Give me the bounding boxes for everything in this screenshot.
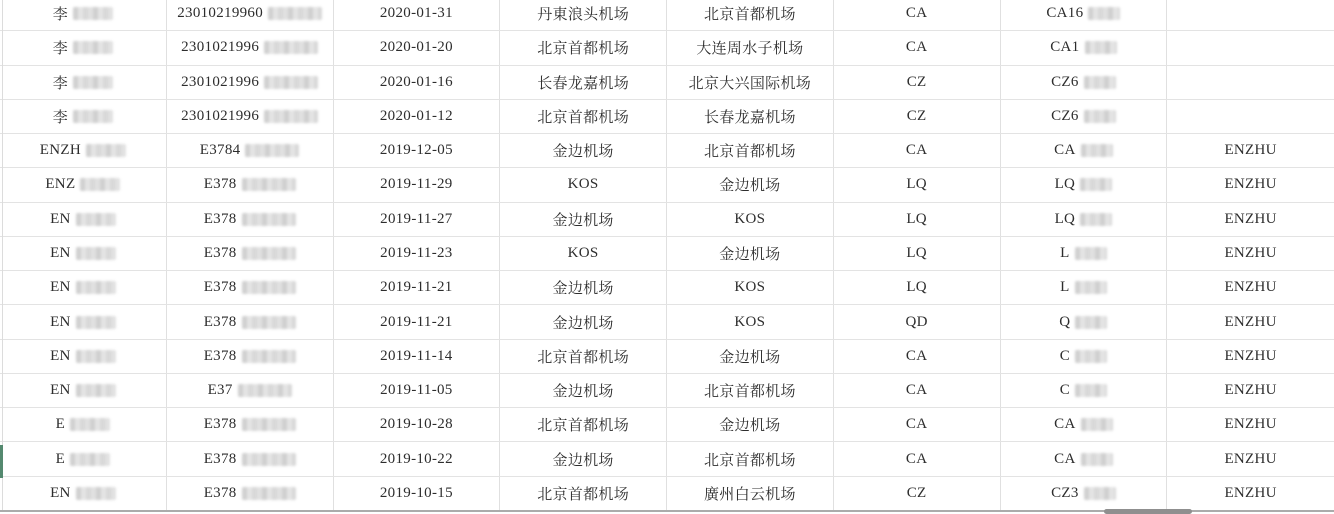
cell-flight-number[interactable] (1001, 31, 1168, 64)
redaction-blur (264, 110, 318, 123)
table-row (0, 477, 1334, 511)
cell-passenger-name[interactable] (0, 237, 167, 270)
cell-airline-code[interactable]: CA (834, 0, 1001, 30)
id-number-text: E378 (203, 416, 237, 433)
redaction-blur (73, 110, 113, 123)
table-row (0, 340, 1334, 374)
cell-arrival-airport[interactable]: 北京首都机场 (667, 0, 834, 30)
cell-arrival-airport[interactable]: KOS (667, 271, 834, 304)
cell-id-number[interactable] (167, 31, 334, 64)
cell-remark[interactable]: ENZHU (1224, 176, 1277, 193)
cell-remark[interactable]: ENZHU (1224, 279, 1277, 296)
redaction-blur (76, 487, 116, 500)
cell-departure-airport[interactable]: 丹東浪头机场 (500, 0, 667, 30)
cell-passenger-name[interactable] (0, 100, 167, 133)
table-row (0, 442, 1334, 476)
passenger-name-text: EN (50, 484, 71, 501)
cell-departure-airport[interactable]: 金边机场 (500, 271, 667, 304)
table-row (0, 66, 1334, 100)
redaction-blur (1080, 178, 1112, 191)
cell-id-number[interactable] (167, 442, 334, 475)
table-row (0, 0, 1334, 31)
passenger-name-text: 李 (52, 109, 69, 126)
redaction-blur (76, 316, 116, 329)
redaction-blur (1084, 487, 1116, 500)
horizontal-scrollbar-thumb[interactable] (1104, 509, 1192, 514)
id-number-text: E378 (203, 450, 237, 467)
redaction-blur (1081, 453, 1113, 466)
cell-departure-airport[interactable]: 长春龙嘉机场 (500, 66, 667, 99)
cell-flight-number[interactable] (1001, 374, 1168, 407)
cell-airline-code[interactable]: LQ (834, 271, 1001, 304)
cell-arrival-airport[interactable]: 金边机场 (667, 237, 834, 270)
cell-id-number[interactable] (167, 237, 334, 270)
id-number-text: 23010219960 (177, 5, 264, 22)
passenger-name-text: EN (50, 279, 71, 296)
flight-number-text: L (1060, 279, 1070, 296)
cell-id-number[interactable] (167, 408, 334, 441)
cell-id-number[interactable] (167, 134, 334, 167)
flight-number-text: CA (1054, 142, 1076, 159)
flight-number-text: LQ (1054, 176, 1076, 193)
cell-flight-date[interactable]: 2019-10-15 (334, 477, 501, 510)
redaction-blur (242, 487, 296, 500)
id-number-text: 2301021996 (181, 107, 260, 124)
table-row (0, 31, 1334, 65)
cell-remark[interactable]: ENZHU (1224, 210, 1277, 227)
cell-arrival-airport[interactable]: 北京首都机场 (667, 134, 834, 167)
redaction-blur (1084, 110, 1116, 123)
cell-flight-number[interactable] (1001, 477, 1168, 510)
flight-number-text: LQ (1054, 210, 1076, 227)
cell-passenger-name[interactable] (0, 168, 167, 201)
cell-remark[interactable]: ENZHU (1224, 313, 1277, 330)
redaction-blur (242, 453, 296, 466)
cell-departure-airport[interactable]: 金边机场 (500, 203, 667, 236)
cell-remark[interactable] (1167, 0, 1334, 30)
cell-departure-airport[interactable]: 金边机场 (500, 374, 667, 407)
flight-number-text: C (1059, 347, 1071, 364)
cell-departure-airport[interactable]: KOS (500, 168, 667, 201)
cell-airline-code[interactable]: CA (834, 374, 1001, 407)
flight-number-text: C (1059, 382, 1071, 399)
redaction-blur (76, 350, 116, 363)
cell-airline-code[interactable]: LQ (834, 203, 1001, 236)
flight-number-text: CZ6 (1051, 107, 1079, 124)
table-row (0, 100, 1334, 134)
cell-flight-date[interactable]: 2019-12-05 (334, 134, 501, 167)
cell-passenger-name[interactable] (0, 0, 167, 30)
passenger-name-text: EN (50, 382, 71, 399)
flight-number-text: Q (1059, 313, 1071, 330)
redaction-blur (1075, 281, 1107, 294)
cell-flight-number[interactable] (1001, 100, 1168, 133)
cell-id-number[interactable] (167, 374, 334, 407)
cell-flight-date[interactable]: 2019-10-28 (334, 408, 501, 441)
table-row (0, 168, 1334, 202)
flight-number-text: L (1060, 244, 1070, 261)
table-row (0, 203, 1334, 237)
redaction-blur (242, 418, 296, 431)
passenger-name-text: 李 (52, 75, 69, 92)
redaction-blur (264, 76, 318, 89)
redaction-blur (76, 281, 116, 294)
flight-number-text: CZ3 (1051, 484, 1079, 501)
cell-remark[interactable]: ENZHU (1224, 450, 1277, 467)
redaction-blur (73, 7, 113, 20)
id-number-text: 2301021996 (181, 39, 260, 56)
redaction-blur (73, 41, 113, 54)
cell-remark[interactable]: ENZHU (1224, 142, 1277, 159)
cell-airline-code[interactable]: CZ (834, 66, 1001, 99)
redaction-blur (238, 384, 292, 397)
id-number-text: E3784 (199, 142, 241, 159)
redaction-blur (1075, 247, 1107, 260)
cell-arrival-airport[interactable]: 金边机场 (667, 168, 834, 201)
cell-id-number[interactable] (167, 271, 334, 304)
redaction-blur (70, 418, 110, 431)
cell-airline-code[interactable]: CZ (834, 100, 1001, 133)
cell-departure-airport[interactable]: 北京首都机场 (500, 340, 667, 373)
redaction-blur (86, 144, 126, 157)
id-number-text: 2301021996 (181, 73, 260, 90)
cell-airline-code[interactable]: LQ (834, 237, 1001, 270)
redaction-blur (76, 384, 116, 397)
cell-departure-airport[interactable]: 北京首都机场 (500, 31, 667, 64)
cell-flight-date[interactable]: 2019-11-23 (334, 237, 501, 270)
cell-departure-airport[interactable]: 金边机场 (500, 134, 667, 167)
cell-airline-code[interactable]: CA (834, 31, 1001, 64)
cell-remark[interactable]: ENZHU (1224, 382, 1277, 399)
cell-passenger-name[interactable] (0, 442, 167, 475)
cell-flight-date[interactable]: 2019-11-05 (334, 374, 501, 407)
redaction-blur (73, 76, 113, 89)
redaction-blur (1081, 144, 1113, 157)
redaction-blur (76, 247, 116, 260)
id-number-text: E378 (203, 347, 237, 364)
cell-flight-date[interactable]: 2019-11-21 (334, 271, 501, 304)
cell-airline-code[interactable]: CZ (834, 477, 1001, 510)
table-row (0, 237, 1334, 271)
id-number-text: E378 (203, 484, 237, 501)
cell-arrival-airport[interactable]: KOS (667, 203, 834, 236)
passenger-name-text: 李 (52, 7, 69, 24)
cell-flight-number[interactable] (1001, 134, 1168, 167)
cell-airline-code[interactable]: LQ (834, 168, 1001, 201)
cell-flight-date[interactable]: 2020-01-16 (334, 66, 501, 99)
cell-remark[interactable]: ENZHU (1224, 484, 1277, 501)
passenger-name-text: EN (50, 347, 71, 364)
cell-arrival-airport[interactable]: 大连周水子机场 (667, 31, 834, 64)
cell-departure-airport[interactable]: 北京首都机场 (500, 408, 667, 441)
cell-passenger-name[interactable] (0, 477, 167, 510)
table-row (0, 305, 1334, 339)
cell-id-number[interactable] (167, 0, 334, 30)
id-number-text: E378 (203, 279, 237, 296)
row-selection-marker (0, 445, 3, 478)
cell-id-number[interactable] (167, 203, 334, 236)
cell-departure-airport[interactable]: KOS (500, 237, 667, 270)
table-row (0, 374, 1334, 408)
redaction-blur (1081, 418, 1113, 431)
redaction-blur (76, 213, 116, 226)
flight-number-text: CA1 (1050, 39, 1080, 56)
cell-arrival-airport[interactable]: KOS (667, 305, 834, 338)
id-number-text: E378 (203, 313, 237, 330)
cell-passenger-name[interactable] (0, 66, 167, 99)
table-row (0, 271, 1334, 305)
cell-arrival-airport[interactable]: 北京首都机场 (667, 442, 834, 475)
cell-remark[interactable] (1167, 100, 1334, 133)
passenger-name-text: EN (50, 244, 71, 261)
flight-number-text: CA (1054, 416, 1076, 433)
cell-flight-number[interactable] (1001, 340, 1168, 373)
redaction-blur (245, 144, 299, 157)
cell-passenger-name[interactable] (0, 340, 167, 373)
cell-flight-date[interactable]: 2019-10-22 (334, 442, 501, 475)
cell-flight-date[interactable]: 2019-11-29 (334, 168, 501, 201)
redaction-blur (264, 41, 318, 54)
redaction-blur (1085, 41, 1117, 54)
redaction-blur (1088, 7, 1120, 20)
cell-passenger-name[interactable] (0, 134, 167, 167)
cell-departure-airport[interactable]: 北京首都机场 (500, 100, 667, 133)
passenger-name-text: EN (50, 313, 71, 330)
cell-flight-date[interactable]: 2019-11-14 (334, 340, 501, 373)
cell-passenger-name[interactable] (0, 305, 167, 338)
cell-id-number[interactable] (167, 100, 334, 133)
cell-airline-code[interactable]: CA (834, 442, 1001, 475)
cell-remark[interactable] (1167, 31, 1334, 64)
cell-departure-airport[interactable]: 金边机场 (500, 442, 667, 475)
cell-passenger-name[interactable] (0, 408, 167, 441)
cell-arrival-airport[interactable]: 金边机场 (667, 408, 834, 441)
cell-flight-number[interactable] (1001, 203, 1168, 236)
cell-departure-airport[interactable]: 北京首都机场 (500, 477, 667, 510)
cell-airline-code[interactable]: QD (834, 305, 1001, 338)
passenger-name-text: E (55, 450, 66, 467)
id-number-text: E378 (203, 210, 237, 227)
cell-departure-airport[interactable]: 金边机场 (500, 305, 667, 338)
cell-id-number[interactable] (167, 168, 334, 201)
cell-passenger-name[interactable] (0, 203, 167, 236)
cell-arrival-airport[interactable]: 金边机场 (667, 340, 834, 373)
redaction-blur (1084, 76, 1116, 89)
cell-flight-date[interactable]: 2020-01-12 (334, 100, 501, 133)
cell-flight-number[interactable] (1001, 0, 1168, 30)
table-row (0, 408, 1334, 442)
cell-passenger-name[interactable] (0, 271, 167, 304)
cell-arrival-airport[interactable]: 廣州白云机场 (667, 477, 834, 510)
id-number-text: E378 (203, 244, 237, 261)
cell-arrival-airport[interactable]: 北京大兴国际机场 (667, 66, 834, 99)
cell-flight-number[interactable] (1001, 442, 1168, 475)
cell-airline-code[interactable]: CA (834, 340, 1001, 373)
cell-remark[interactable]: ENZHU (1224, 244, 1277, 261)
redaction-blur (80, 178, 120, 191)
cell-remark[interactable]: ENZHU (1224, 347, 1277, 364)
redaction-blur (268, 7, 322, 20)
cell-flight-date[interactable]: 2019-11-27 (334, 203, 501, 236)
flight-number-text: CA (1054, 450, 1076, 467)
redaction-blur (242, 281, 296, 294)
redaction-blur (242, 350, 296, 363)
cell-id-number[interactable] (167, 305, 334, 338)
cell-arrival-airport[interactable]: 北京首都机场 (667, 374, 834, 407)
passenger-name-text: EN (50, 210, 71, 227)
cell-passenger-name[interactable] (0, 31, 167, 64)
passenger-name-text: 李 (52, 41, 69, 58)
redaction-blur (242, 316, 296, 329)
cell-id-number[interactable] (167, 477, 334, 510)
flight-number-text: CA16 (1046, 5, 1084, 22)
cell-id-number[interactable] (167, 66, 334, 99)
cell-flight-number[interactable] (1001, 66, 1168, 99)
cell-flight-number[interactable] (1001, 305, 1168, 338)
cell-remark[interactable]: ENZHU (1224, 416, 1277, 433)
cell-flight-date[interactable]: 2019-11-21 (334, 305, 501, 338)
redaction-blur (1075, 384, 1107, 397)
cell-remark[interactable] (1167, 66, 1334, 99)
cell-flight-number[interactable] (1001, 237, 1168, 270)
cell-passenger-name[interactable] (0, 374, 167, 407)
id-number-text: E378 (203, 176, 237, 193)
flight-number-text: CZ6 (1051, 73, 1079, 90)
redaction-blur (242, 247, 296, 260)
cell-flight-date[interactable]: 2020-01-20 (334, 31, 501, 64)
cell-id-number[interactable] (167, 340, 334, 373)
redaction-blur (242, 213, 296, 226)
cell-airline-code[interactable]: CA (834, 408, 1001, 441)
redaction-blur (70, 453, 110, 466)
cell-airline-code[interactable]: CA (834, 134, 1001, 167)
passenger-name-text: ENZ (45, 176, 76, 193)
passenger-name-text: E (55, 416, 66, 433)
id-number-text: E37 (207, 382, 233, 399)
cell-arrival-airport[interactable]: 长春龙嘉机场 (667, 100, 834, 133)
cell-flight-number[interactable] (1001, 271, 1168, 304)
cell-flight-date[interactable]: 2020-01-31 (334, 0, 501, 30)
redaction-blur (1075, 350, 1107, 363)
redaction-blur (242, 178, 296, 191)
passenger-name-text: ENZH (39, 142, 81, 159)
redaction-blur (1080, 213, 1112, 226)
table-row (0, 134, 1334, 168)
cell-flight-number[interactable] (1001, 408, 1168, 441)
cell-flight-number[interactable] (1001, 168, 1168, 201)
redaction-blur (1075, 316, 1107, 329)
